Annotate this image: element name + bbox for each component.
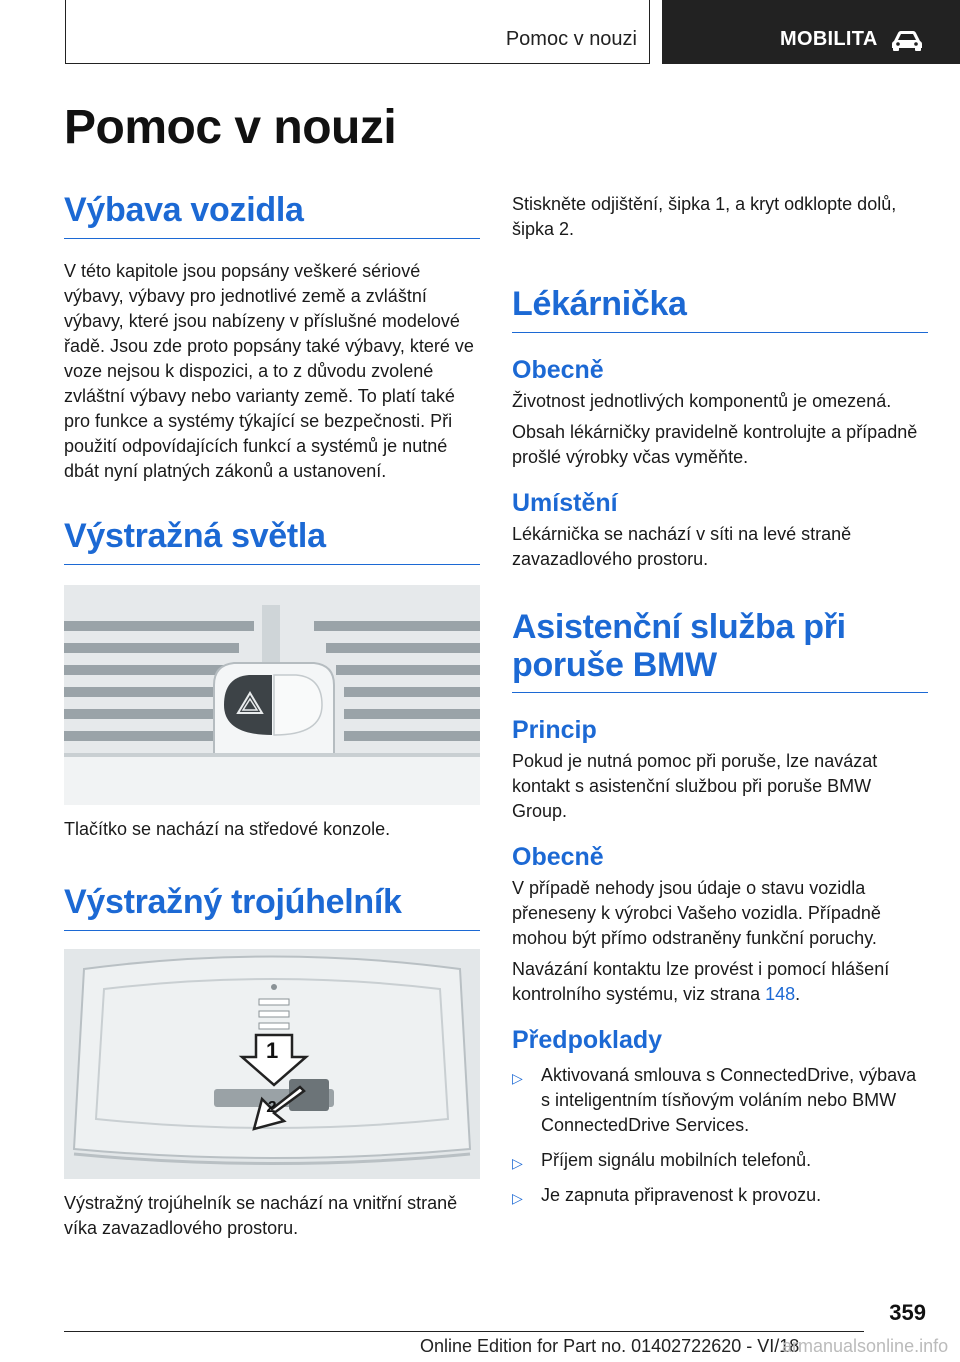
bullet-triangle-icon: ▷	[512, 1070, 523, 1086]
list-item	[512, 1148, 928, 1173]
header-section-box	[65, 0, 650, 64]
predpoklady-list	[512, 1063, 928, 1208]
heading-princip: Princip	[512, 716, 597, 744]
heading-vystrazna-svetla: Výstražná světla	[64, 516, 480, 565]
footer-edition: Online Edition for Part no. 01402722620 - VI/18	[420, 1336, 800, 1356]
list-item	[512, 1063, 928, 1138]
left-column	[64, 190, 480, 1241]
list-item-text: Příjem signálu mobilních telefonů.	[541, 1150, 812, 1170]
lekarnicka-obecne-p2: Obsah lékárničky pravidelně kontrolujte a případně prošlé výrobky včas vyměňte.	[512, 422, 918, 467]
bullet-triangle-icon: ▷	[512, 1155, 523, 1171]
page-link-148[interactable]: 148	[765, 984, 796, 1004]
warning-triangle-caption: Výstražný trojúhelník se nachází na vnitřní straně víka zavazadlového prostoru.	[64, 1193, 458, 1238]
arrow-label-1: 1	[266, 1038, 279, 1063]
hazard-button-illustration	[64, 585, 480, 805]
vybava-text: V této kapitole jsou popsány veškeré sériové výbavy, výbavy pro jednotlivé země a zvláštní výbavy, které jsou nabízeny v příslušné modelové řadě. Jsou zde proto popsány také výbavy, které ve voze nejsou k dispozici, a to z důvodu zvolené zvláštní výbavy nebo varianty země. To platí také pro funkce a systémy týkající se bezpečnosti. Při použití odpovídajících funkcí a systémů je nutné dbát nyní platných zákonů a ustanovení.	[64, 261, 474, 481]
right-column	[512, 192, 928, 1218]
heading-asistencni-sluzba	[512, 608, 928, 693]
hazard-caption: Tlačítko se nachází na středové konzole.	[64, 819, 391, 839]
page-title: Pomoc v nouzi	[64, 101, 397, 154]
asistence-obecne-p2-text: Navázání kontaktu lze provést i pomocí hlášení kontrolního systému, viz strana	[512, 959, 890, 1004]
heading-vybava-vozidla: Výbava vozidla	[64, 190, 480, 239]
list-item	[512, 1183, 928, 1208]
header-chapter-tab	[662, 0, 960, 64]
bullet-triangle-icon: ▷	[512, 1190, 523, 1206]
heading-asistencni-line2: poruše BMW	[512, 646, 717, 684]
header-chapter-label: MOBILITA	[780, 28, 878, 50]
asistence-obecne-p1: V případě nehody jsou údaje o stavu vozidla přeneseny k výrobci Vašeho vozidla. Případně mohou být přímo odstraněny funkční poruchy.	[512, 878, 881, 948]
lekarnicka-obecne-p1: Životnost jednotlivých komponentů je omezená.	[512, 391, 892, 411]
heading-predpoklady: Předpoklady	[512, 1026, 663, 1054]
heading-asistencni-line1: Asistenční služba při	[512, 608, 846, 646]
header-section-title: Pomoc v nouzi	[505, 28, 637, 50]
heading-umisteni: Umístění	[512, 489, 618, 517]
list-item-text: Je zapnuta připravenost k provozu.	[541, 1185, 822, 1205]
arrow-label-2: 2	[267, 1099, 276, 1116]
hazard-button-figure	[64, 585, 480, 805]
heading-obecne-1: Obecně	[512, 356, 604, 384]
triangle-instruction: Stiskněte odjištění, šipka 1, a kryt odklopte dolů, šipka 2.	[512, 194, 897, 239]
footer-divider	[64, 1331, 864, 1332]
list-item-text: Aktivovaná smlouva s ConnectedDrive, výbava s inteligentním tísňovým voláním nebo BMW ConnectedDrive Services.	[541, 1065, 917, 1135]
trunk-lid-illustration	[64, 949, 480, 1179]
footer-watermark: armanualsonline.info	[782, 1336, 949, 1356]
asistence-obecne-p2	[512, 957, 928, 1007]
umisteni-text: Lékárnička se nachází v síti na levé straně zavazadlového prostoru.	[512, 524, 852, 569]
heading-obecne-2: Obecně	[512, 843, 604, 871]
princip-text: Pokud je nutná pomoc při poruše, lze navázat kontakt s asistenční službou při poruše BMW Group.	[512, 751, 878, 821]
heading-lekarnicka: Lékárnička	[512, 284, 928, 333]
page-header	[0, 0, 960, 66]
car-icon	[890, 28, 924, 52]
page-number: 359	[889, 1300, 926, 1325]
warning-triangle-figure	[64, 949, 480, 1179]
asistence-obecne-p2-end: .	[795, 984, 801, 1004]
heading-vystrazny-trojuhelnik: Výstražný trojúhelník	[64, 882, 480, 931]
